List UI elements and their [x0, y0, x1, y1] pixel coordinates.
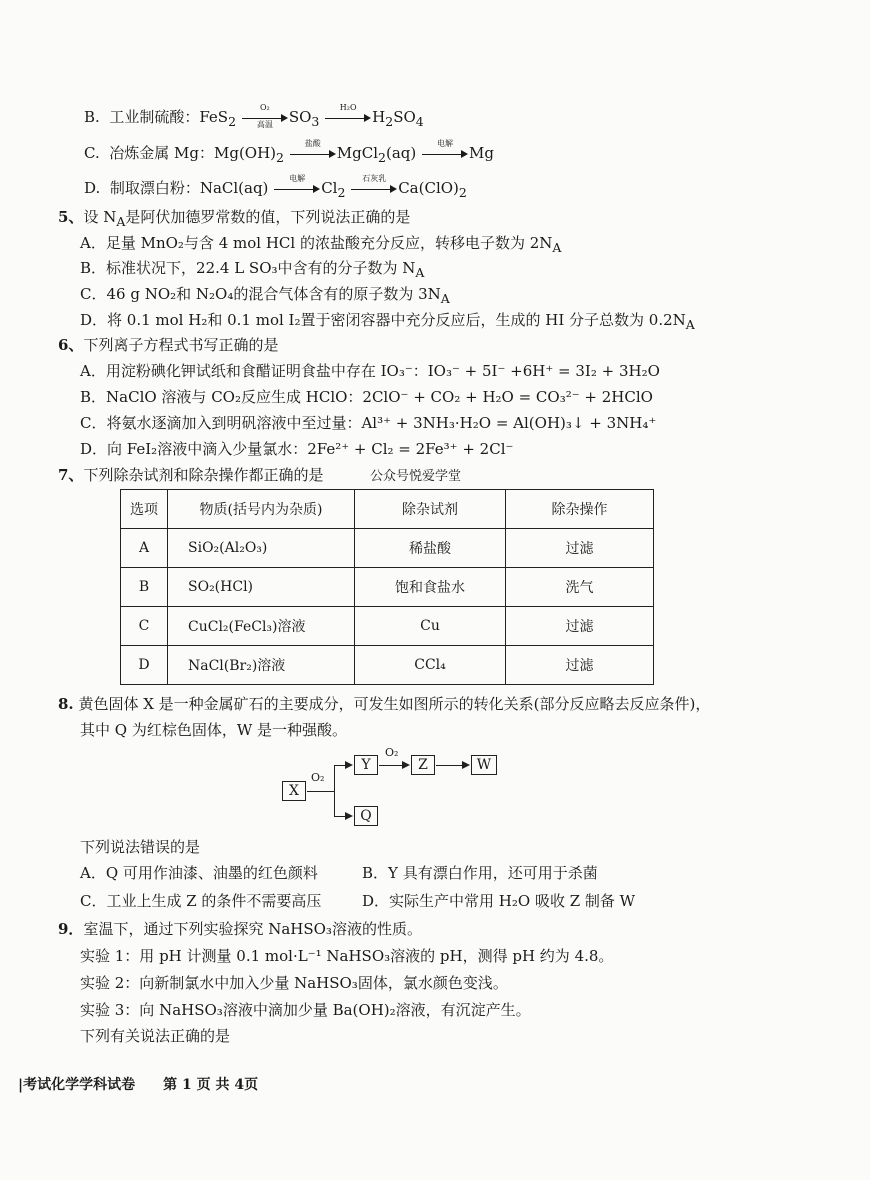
table-header-row [121, 490, 654, 529]
watermark-text: 公众号悦爱学堂 [370, 469, 462, 484]
q4-option-c: C. 冶炼金属 Mg：$Mg(OH)_2$ 盐酸 MgCl$_2$(aq) 电解 Mg [84, 139, 494, 165]
q5-option-c: C．46 g NO₂和 N₂O₄的混合气体含有的原子数为 $3N_A$ [80, 285, 450, 306]
q9-stem: 9．室温下，通过下列实验探究 NaHSO₃溶液的性质。 [58, 920, 422, 938]
q8-stem-line1: 8. 黄色固体 X 是一种金属矿石的主要成分，可发生如图所示的转化关系(部分反应略去反应条件)， [58, 695, 711, 713]
q5-stem: 5、设 $N_A$是阿伏加德罗常数的值，下列说法正确的是 [58, 208, 411, 229]
table-row: A SiO₂(Al₂O₃) 稀盐酸 过滤 [121, 529, 654, 568]
arrow-head [345, 761, 353, 769]
q8-stem-line2: 其中 Q 为红棕色固体，W 是一种强酸。 [80, 721, 348, 739]
table-row: B SO₂(HCl) 饱和食盐水 洗气 [121, 568, 654, 607]
reaction-arrow: 石灰乳 [351, 182, 397, 196]
diagram-line [436, 765, 463, 766]
q6-stem: 6、下列离子方程式书写正确的是 [58, 336, 279, 354]
node-w: W [471, 755, 497, 775]
page-footer: |考试化学学科试卷 第 1 页 共 4页 [18, 1077, 259, 1093]
table-row: D NaCl(Br₂)溶液 CCl₄ 过滤 [121, 646, 654, 685]
q6-option-c: C．将氨水逐滴加入到明矾溶液中至过量：Al³⁺ + 3NH₃·H₂O = Al(OH)₃↓ + 3NH₄⁺ [80, 414, 657, 432]
q8-option-b: B．Y 具有漂白作用，还可用于杀菌 [362, 864, 598, 882]
q5-option-b: B．标准状况下，22.4 L SO₃中含有的分子数为 $N_A$ [80, 259, 425, 280]
reaction-arrow: H₂O [325, 111, 371, 125]
q5-option-a: A．足量 MnO₂与含 4 mol HCl 的浓盐酸充分反应，转移电子数为 $2N_A$ [80, 234, 562, 255]
q8-option-d: D．实际生产中常用 H₂O 吸收 Z 制备 W [362, 892, 636, 910]
q9-experiment-3: 实验 3：向 NaHSO₃溶液中滴加少量 Ba(OH)₂溶液，有沉淀产生。 [80, 1001, 531, 1019]
q5-option-d: D．将 0.1 mol H₂和 0.1 mol I₂置于密闭容器中充分反应后，生成的 HI 分子总数为 $0.2N_A$ [80, 311, 695, 332]
q6-option-d: D．向 FeI₂溶液中滴入少量氯水：2Fe²⁺ + Cl₂ = 2Fe³⁺ + 2Cl⁻ [80, 440, 514, 458]
q7-stem: 7、下列除杂试剂和除杂操作都正确的是 [58, 466, 324, 484]
reaction-arrow: O₂ 高温 [242, 111, 288, 125]
table-header: 除杂操作 [506, 490, 654, 529]
node-y: Y [354, 755, 378, 775]
diagram-line [334, 765, 335, 817]
arrow-head [402, 761, 410, 769]
reaction-arrow: 电解 [274, 182, 320, 196]
q6-option-a: A．用淀粉碘化钾试纸和食醋证明食盐中存在 IO₃⁻：IO₃⁻ + 5I⁻ +6H⁺ = 3I₂ + 3H₂O [80, 362, 660, 380]
arrow-head [345, 812, 353, 820]
diagram-line [307, 791, 334, 792]
q9-ask: 下列有关说法正确的是 [80, 1027, 231, 1045]
diagram-line [379, 765, 403, 766]
o2-label: O₂ [385, 746, 399, 759]
reaction-arrow: 电解 [422, 147, 468, 161]
arrow-head [462, 761, 470, 769]
table-header: 除杂试剂 [355, 490, 506, 529]
node-z: Z [411, 755, 435, 775]
q9-experiment-1: 实验 1：用 pH 计测量 0.1 mol·L⁻¹ NaHSO₃溶液的 pH，测得 pH 约为 4.8。 [80, 947, 614, 965]
o2-label: O₂ [311, 771, 325, 784]
q8-ask: 下列说法错误的是 [80, 838, 201, 856]
table-row: C CuCl₂(FeCl₃)溶液 Cu 过滤 [121, 607, 654, 646]
q9-experiment-2: 实验 2：向新制氯水中加入少量 NaHSO₃固体，氯水颜色变浅。 [80, 974, 508, 992]
table-header: 选项 [121, 490, 168, 529]
q4-option-b: B. 工业制硫酸：FeS$_2$ O₂ 高温 $SO_3$ H₂O $H_2SO_4$ [84, 103, 424, 129]
reaction-arrow: 盐酸 [290, 147, 336, 161]
q4-option-d: D. 制取漂白粉：NaCl(aq) 电解 $Cl_2$ 石灰乳 $Ca(ClO)_2$ [84, 174, 467, 200]
q8-option-c: C．工业上生成 Z 的条件不需要高压 [80, 892, 322, 910]
node-x: X [282, 781, 306, 801]
q8-option-a: A．Q 可用作油漆、油墨的红色颜料 [80, 864, 318, 882]
node-q: Q [354, 806, 378, 826]
q6-option-b: B．NaClO 溶液与 CO₂反应生成 HClO：2ClO⁻ + CO₂ + H₂O = CO₃²⁻ + 2HClO [80, 388, 653, 406]
table-header: 物质(括号内为杂质) [168, 490, 355, 529]
q7-table [120, 489, 654, 685]
